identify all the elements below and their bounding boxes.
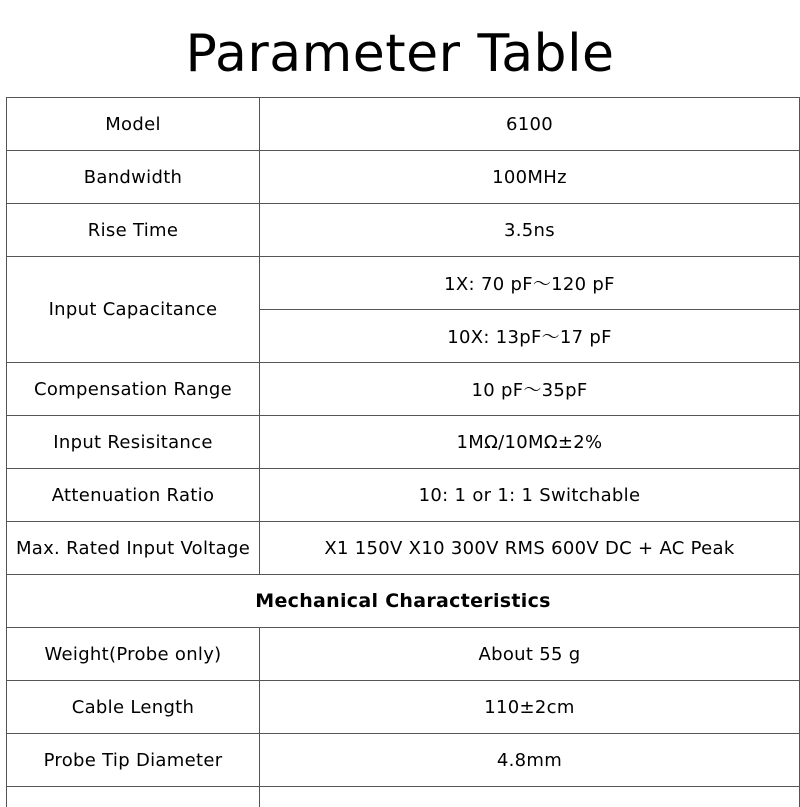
section-header: Mechanical Characteristics [7, 575, 800, 628]
row-value: About 55 g [260, 628, 800, 681]
row-value: 10: 1 or 1: 1 Switchable [260, 469, 800, 522]
row-value: 1MΩ/10MΩ±2% [260, 416, 800, 469]
row-value: X1 150V X10 300V RMS 600V DC + AC Peak [260, 522, 800, 575]
row-label: Model [7, 98, 260, 151]
table-row [7, 257, 800, 310]
row-value: 4.8mm [260, 734, 800, 787]
row-label: Input Capacitance [7, 257, 260, 363]
row-label: Input Resisitance [7, 416, 260, 469]
table-row [7, 98, 800, 151]
table-row [7, 469, 800, 522]
row-label: Probe Tip Diameter [7, 734, 260, 787]
parameter-table [6, 97, 800, 807]
table-row [7, 204, 800, 257]
table-row [7, 363, 800, 416]
table-row [7, 416, 800, 469]
row-label: Attenuation Ratio [7, 469, 260, 522]
row-label: Bandwidth [7, 151, 260, 204]
row-value: 3.5ns [260, 204, 800, 257]
page-title: Parameter Table [0, 14, 800, 94]
row-value: 110±2cm [260, 681, 800, 734]
row-label: Max. Rated Input Voltage [7, 522, 260, 575]
table-row-cutoff [7, 787, 800, 807]
table-row [7, 734, 800, 787]
row-label: Cable Length [7, 681, 260, 734]
row-label: Compensation Range [7, 363, 260, 416]
table-row [7, 151, 800, 204]
table-row [7, 522, 800, 575]
row-value: 10 pF～35pF [260, 363, 800, 416]
cutoff-cell [7, 787, 260, 807]
row-value: 100MHz [260, 151, 800, 204]
row-label: Rise Time [7, 204, 260, 257]
row-value: 1X: 70 pF～120 pF [260, 257, 800, 310]
table-row [7, 681, 800, 734]
section-header-row [7, 575, 800, 628]
row-label: Weight(Probe only) [7, 628, 260, 681]
row-value: 6100 [260, 98, 800, 151]
table-row [7, 628, 800, 681]
cutoff-cell [260, 787, 800, 807]
row-value: 10X: 13pF～17 pF [260, 310, 800, 363]
